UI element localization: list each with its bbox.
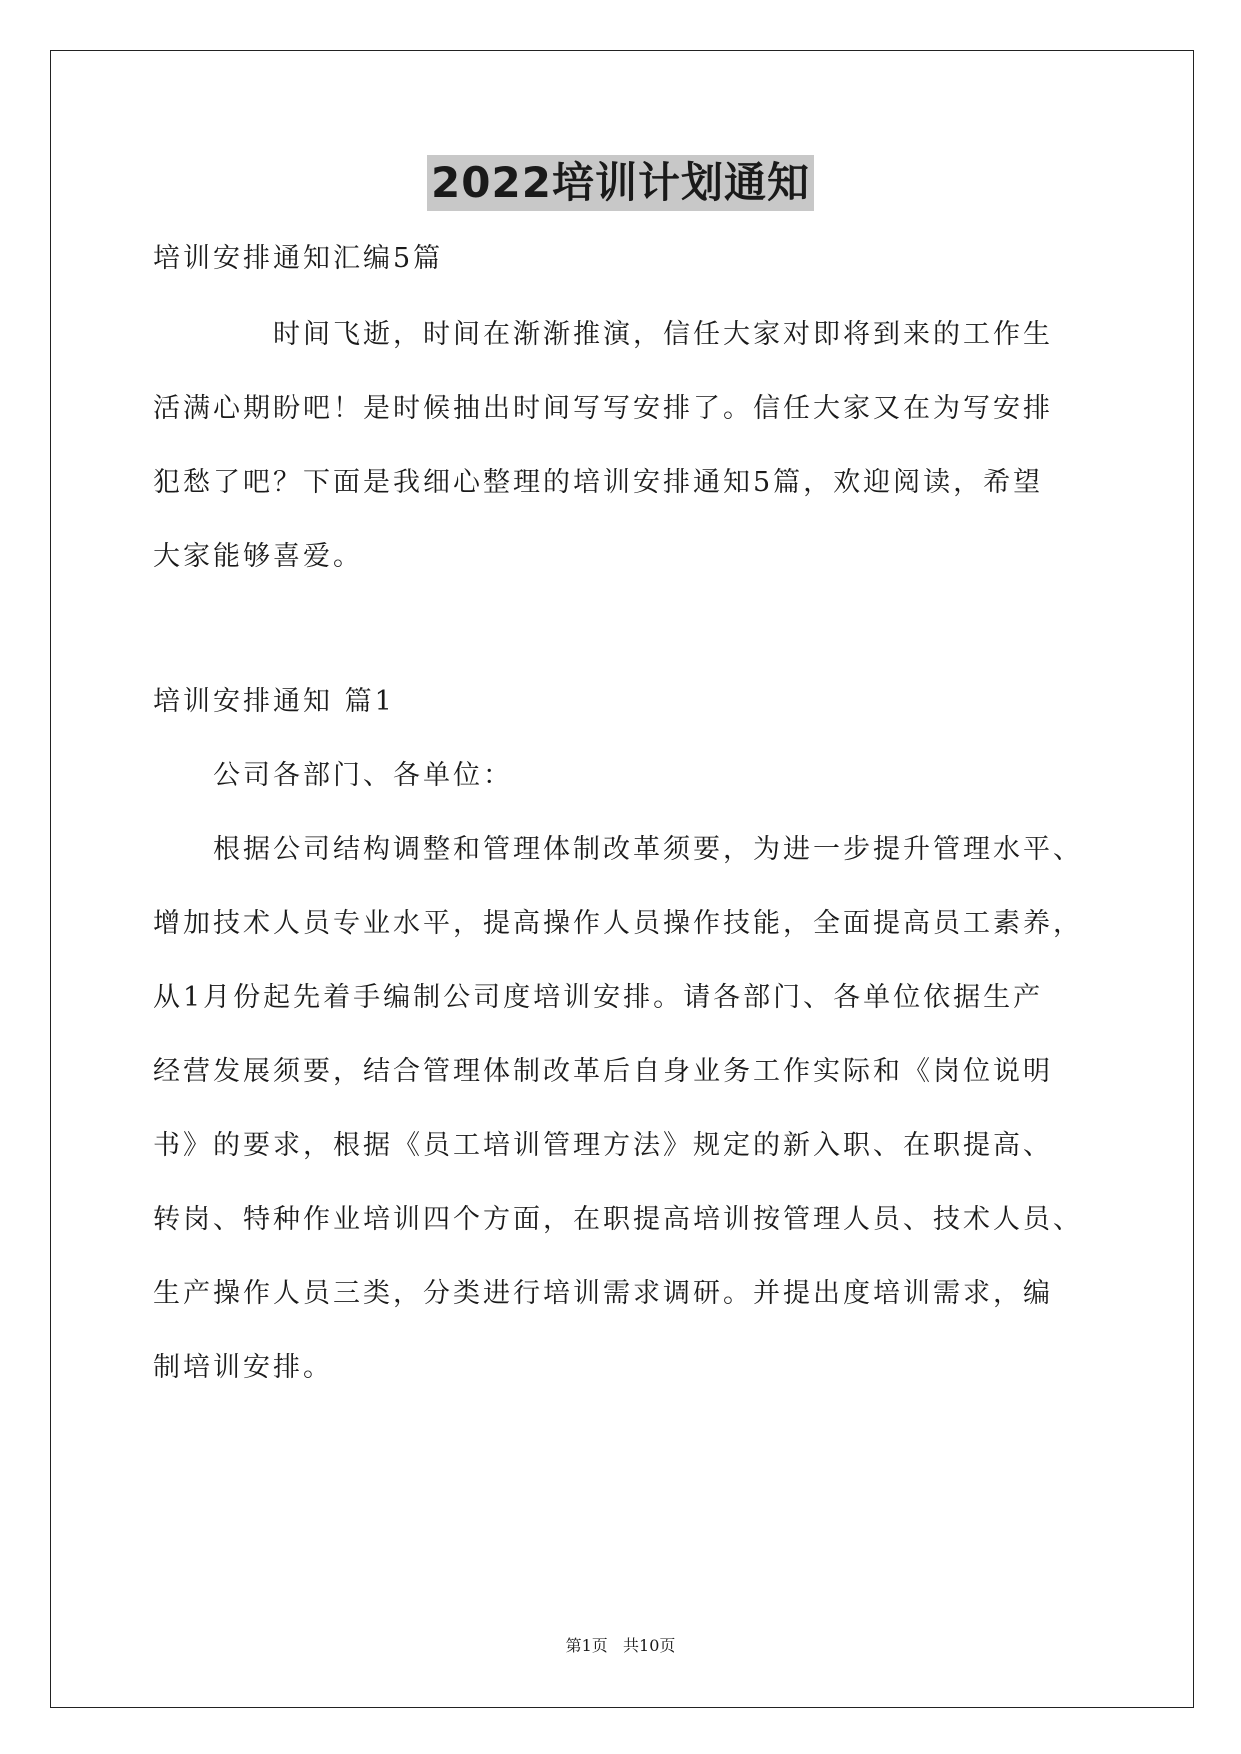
section-heading: 培训安排通知 篇1 <box>153 686 395 717</box>
document-title: 2022培训计划通知 <box>427 155 814 211</box>
salutation: 公司各部门、各单位： <box>213 760 513 791</box>
body-line: 转岗、特种作业培训四个方面，在职提高培训按管理人员、技术人员、 <box>153 1204 1083 1235</box>
page-border <box>50 50 1194 1708</box>
intro-line: 时间飞逝，时间在渐渐推演，信任大家对即将到来的工作生 <box>273 319 1053 350</box>
body-line: 增加技术人员专业水平，提高操作人员操作技能，全面提高员工素养， <box>153 908 1083 939</box>
body-line: 经营发展须要，结合管理体制改革后自身业务工作实际和《岗位说明 <box>153 1056 1053 1087</box>
intro-line: 活满心期盼吧！是时候抽出时间写写安排了。信任大家又在为写安排 <box>153 393 1053 424</box>
intro-line: 大家能够喜爱。 <box>153 541 363 572</box>
intro-line: 犯愁了吧？下面是我细心整理的培训安排通知5篇，欢迎阅读，希望 <box>153 467 1044 498</box>
body-line: 制培训安排。 <box>153 1352 333 1383</box>
page-footer: 第1页 共10页 <box>565 1636 676 1655</box>
body-line: 根据公司结构调整和管理体制改革须要，为进一步提升管理水平、 <box>213 834 1083 865</box>
title-container <box>0 155 1241 211</box>
body-line: 书》的要求，根据《员工培训管理方法》规定的新入职、在职提高、 <box>153 1130 1053 1161</box>
body-line: 生产操作人员三类，分类进行培训需求调研。并提出度培训需求，编 <box>153 1278 1053 1309</box>
body-line: 从1月份起先着手编制公司度培训安排。请各部门、各单位依据生产 <box>153 982 1044 1013</box>
document-subtitle: 培训安排通知汇编5篇 <box>153 243 444 274</box>
